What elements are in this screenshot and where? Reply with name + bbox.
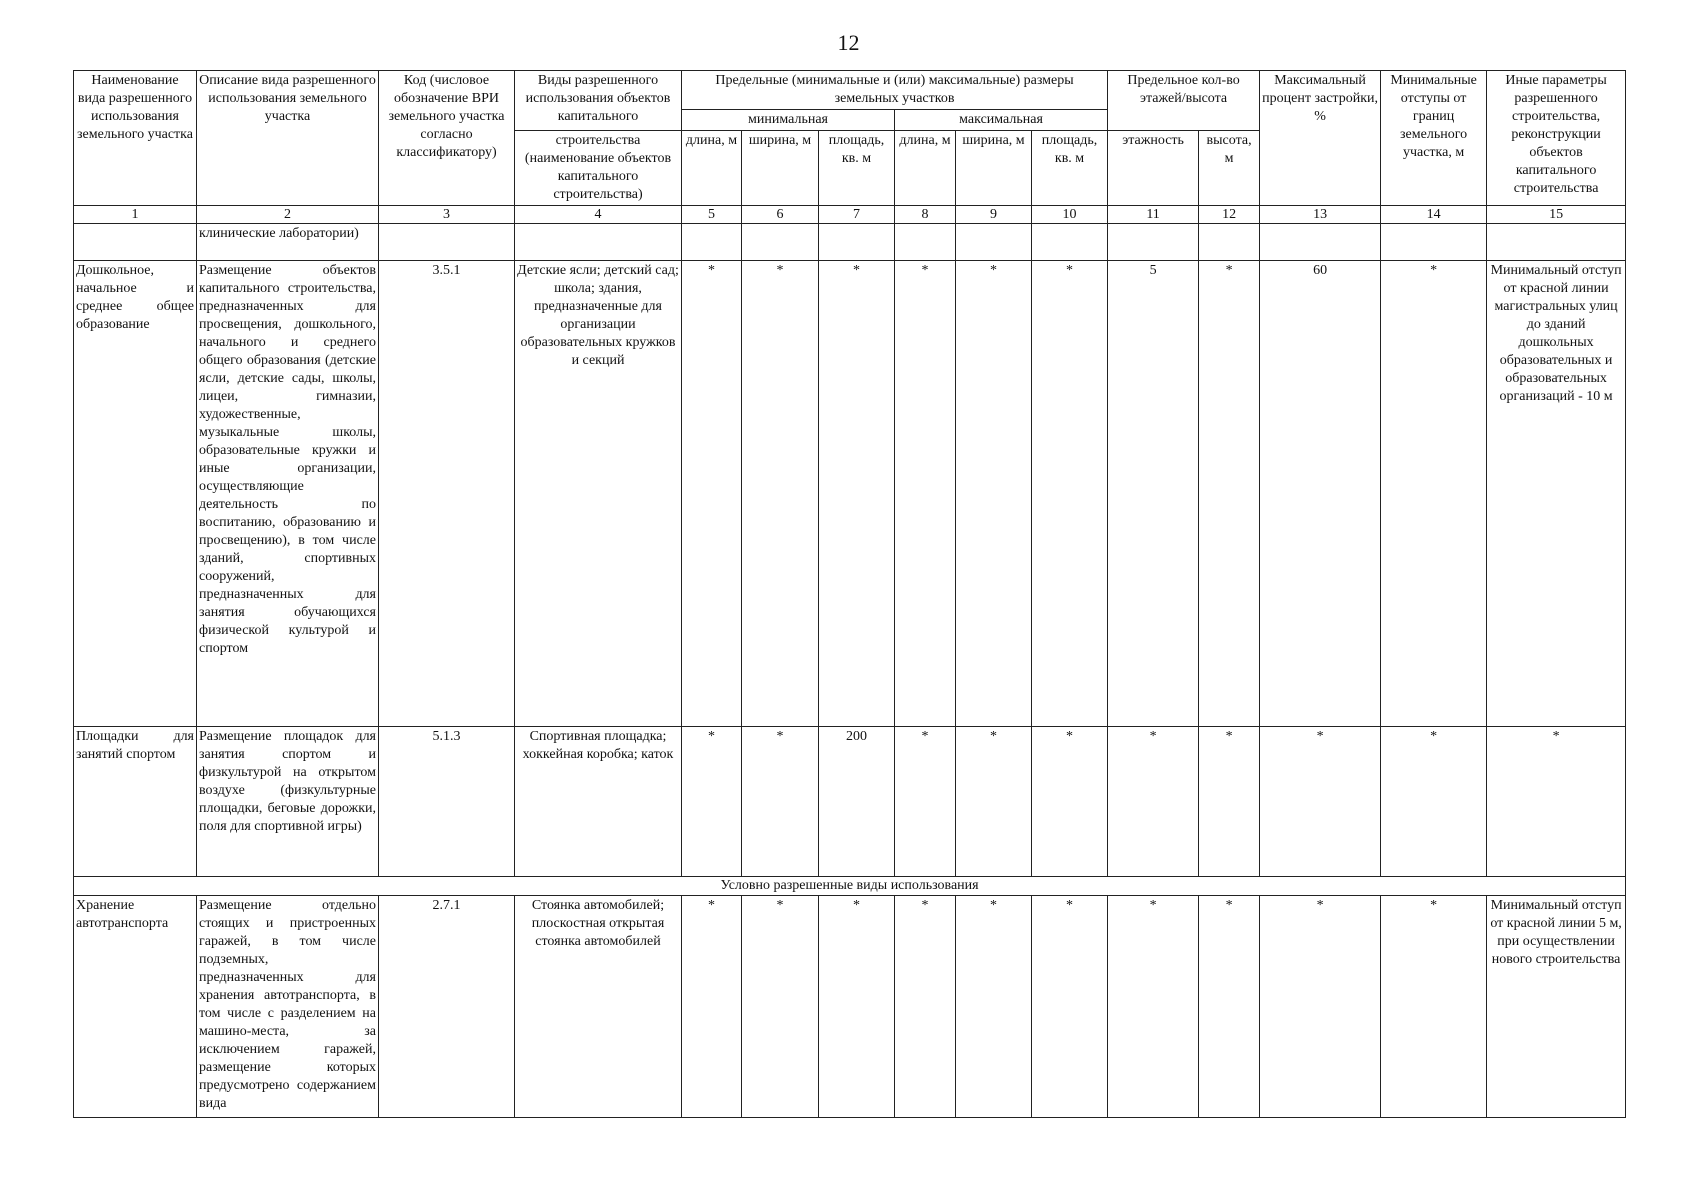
header-sizes-group: Предельные (минимальные и (или) максимальные) размеры земельных участков (682, 71, 1108, 110)
value-cell: 5 (1108, 261, 1199, 727)
table-row (74, 261, 1626, 727)
column-number: 1 (74, 206, 197, 224)
use-description: клинические лаборатории) (197, 224, 379, 261)
use-code (379, 224, 515, 261)
value-cell (1260, 224, 1381, 261)
use-name: Хранение автотранспорта (74, 896, 197, 1118)
value-cell: * (742, 727, 819, 877)
header-max-length: длина, м (895, 131, 956, 206)
table-row (74, 224, 1626, 261)
column-number: 10 (1032, 206, 1108, 224)
other-params: Минимальный отступ от красной линии 5 м, при осуществлении нового строительства (1487, 896, 1626, 1118)
value-cell: * (1032, 261, 1108, 727)
value-cell (682, 224, 742, 261)
header-max-width: ширина, м (956, 131, 1032, 206)
use-description: Размещение объектов капитального строительства, предназначенных для просвещения, дошкольного, начального и среднего общего образования (детские ясли, детские сады, школы, лицеи, гимназии, художественные, музыкальные школы, образовательные кружки и иные организации, осуществляющие деятельность по воспитанию, образованию и просвещению), в том числе зданий, спортивных сооружений, предназначенных для занятия обучающихся физической культурой и спортом (197, 261, 379, 727)
value-cell: * (1199, 727, 1260, 877)
value-cell: 60 (1260, 261, 1381, 727)
column-number: 9 (956, 206, 1032, 224)
column-number: 12 (1199, 206, 1260, 224)
other-params: Минимальный отступ от красной линии магистральных улиц до зданий дошкольных образовательных и образовательных организаций - 10 м (1487, 261, 1626, 727)
column-number: 11 (1108, 206, 1199, 224)
header-min-setbacks: Минимальные отступы от границ земельного участка, м (1381, 71, 1487, 206)
value-cell: * (1260, 727, 1381, 877)
other-params (1487, 224, 1626, 261)
value-cell (1108, 224, 1199, 261)
header-max-area: площадь, кв. м (1032, 131, 1108, 206)
use-name (74, 224, 197, 261)
header-max: максимальная (895, 110, 1108, 131)
table-row (74, 896, 1626, 1118)
header-name: Наименование вида разрешенного использования земельного участка (74, 71, 197, 206)
use-description: Размещение отдельно стоящих и пристроенных гаражей, в том числе подземных, предназначенных для хранения автотранспорта, в том числе с разделением на машино-места, за исключением гаражей, размещение которых предусмотрено содержанием вида (197, 896, 379, 1118)
column-number: 13 (1260, 206, 1381, 224)
use-code: 2.7.1 (379, 896, 515, 1118)
section-title: Условно разрешенные виды использования (74, 877, 1626, 896)
header-min-length: длина, м (682, 131, 742, 206)
column-numbers-row (74, 206, 1626, 224)
value-cell: * (895, 896, 956, 1118)
value-cell (819, 224, 895, 261)
value-cell: * (956, 727, 1032, 877)
header-min-width: ширина, м (742, 131, 819, 206)
value-cell (956, 224, 1032, 261)
value-cell: * (1032, 727, 1108, 877)
value-cell: * (742, 896, 819, 1118)
column-number: 4 (515, 206, 682, 224)
value-cell (1199, 224, 1260, 261)
value-cell (1032, 224, 1108, 261)
column-number: 8 (895, 206, 956, 224)
value-cell: * (1381, 727, 1487, 877)
column-number: 2 (197, 206, 379, 224)
value-cell: * (1032, 896, 1108, 1118)
value-cell: * (1260, 896, 1381, 1118)
value-cell (1381, 224, 1487, 261)
header-objects-bottom: строительства (наименование объектов капитального строительства) (515, 131, 682, 206)
header-floors-group: Предельное кол-во этажей/высота (1108, 71, 1260, 131)
use-objects (515, 224, 682, 261)
value-cell: * (1381, 261, 1487, 727)
header-objects-top: Виды разрешенного использования объектов капитального (515, 71, 682, 131)
header-floors: этажность (1108, 131, 1199, 206)
use-code: 5.1.3 (379, 727, 515, 877)
value-cell: * (682, 727, 742, 877)
value-cell: * (956, 896, 1032, 1118)
header-min: минимальная (682, 110, 895, 131)
header-max-percent: Максимальный процент застройки, % (1260, 71, 1381, 206)
use-name: Площадки для занятий спортом (74, 727, 197, 877)
column-number: 15 (1487, 206, 1626, 224)
value-cell: * (742, 261, 819, 727)
column-number: 7 (819, 206, 895, 224)
value-cell: * (819, 896, 895, 1118)
value-cell: * (682, 896, 742, 1118)
use-objects: Стоянка автомобилей; плоскостная открытая стоянка автомобилей (515, 896, 682, 1118)
value-cell: 200 (819, 727, 895, 877)
use-code: 3.5.1 (379, 261, 515, 727)
column-number: 14 (1381, 206, 1487, 224)
section-heading-row (74, 877, 1626, 896)
value-cell: * (895, 727, 956, 877)
value-cell: * (1199, 261, 1260, 727)
value-cell (742, 224, 819, 261)
value-cell: * (1108, 896, 1199, 1118)
use-objects: Спортивная площадка; хоккейная коробка; каток (515, 727, 682, 877)
header-code: Код (числовое обозначение ВРИ земельного участка согласно классификатору) (379, 71, 515, 206)
value-cell: * (1381, 896, 1487, 1118)
column-number: 3 (379, 206, 515, 224)
value-cell: * (1199, 896, 1260, 1118)
page-number: 12 (837, 30, 860, 55)
value-cell (895, 224, 956, 261)
use-objects: Детские ясли; детский сад; школа; здания, предназначенные для организации образовательных кружков и секций (515, 261, 682, 727)
header-min-area: площадь, кв. м (819, 131, 895, 206)
header-row-1 (74, 71, 1626, 110)
value-cell: * (1108, 727, 1199, 877)
column-number: 5 (682, 206, 742, 224)
header-height: высота, м (1199, 131, 1260, 206)
use-description: Размещение площадок для занятия спортом и физкультурой на открытом воздухе (физкультурные площадки, беговые дорожки, поля для спортивной игры) (197, 727, 379, 877)
value-cell: * (682, 261, 742, 727)
use-name: Дошкольное, начальное и среднее общее образование (74, 261, 197, 727)
value-cell: * (956, 261, 1032, 727)
other-params: * (1487, 727, 1626, 877)
value-cell: * (819, 261, 895, 727)
value-cell: * (895, 261, 956, 727)
header-description: Описание вида разрешенного использования земельного участка (197, 71, 379, 206)
column-number: 6 (742, 206, 819, 224)
table-row (74, 727, 1626, 877)
land-use-table (73, 70, 1626, 1118)
header-other-params: Иные параметры разрешенного строительства, реконструкции объектов капитального строительства (1487, 71, 1626, 206)
